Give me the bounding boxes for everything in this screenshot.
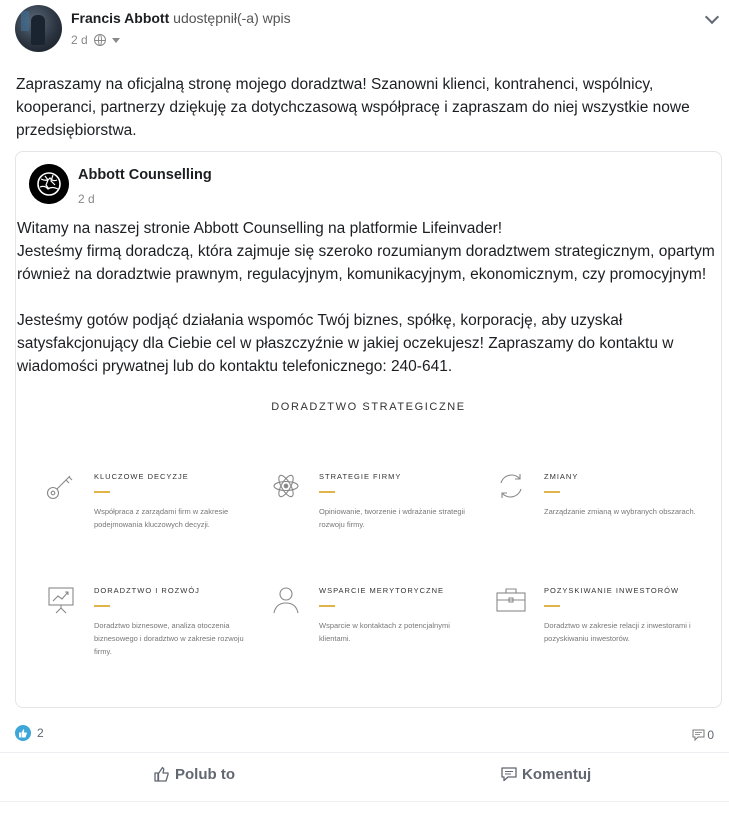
service-title: POZYSKIWANIE INWESTORÓW (544, 586, 680, 595)
like-button-label: Polub to (175, 765, 235, 783)
service-desc: Zarządzanie zmianą w wybranych obszarach. (544, 507, 696, 516)
service-accent-bar (544, 605, 560, 607)
service-desc: Doradztwo w zakresie relacji z inwestorami i pozyskiwaniu inwestorów. (544, 621, 691, 643)
service-title: KLUCZOWE DECYZJE (94, 472, 189, 481)
service-desc: Doradztwo biznesowe, analiza otoczenia biznesowego i doradztwo w zakresie rozwoju firmy. (94, 621, 244, 656)
service-item (494, 469, 714, 569)
caret-down-icon[interactable] (112, 38, 120, 43)
shared-post-time[interactable]: 2 d (78, 192, 95, 206)
chevron-down-icon[interactable] (705, 10, 719, 24)
post-meta (71, 33, 120, 47)
service-title: ZMIANY (544, 472, 579, 481)
service-item (44, 469, 264, 569)
page-name[interactable]: Abbott Counselling (78, 167, 212, 183)
refresh-icon (494, 469, 528, 503)
presentation-icon (44, 583, 78, 617)
globe-icon (94, 34, 106, 46)
service-item (44, 583, 264, 683)
person-icon (269, 583, 303, 617)
service-title: WSPARCIE MERYTORYCZNE (319, 586, 445, 595)
action-bar (0, 753, 729, 801)
post-text: Zapraszamy na oficjalną stronę mojego doradztwa! Szanowni klienci, kontrahenci, wspólnicy, kooperanci, partnerzy dziękuję za dotychczasową współpracę i zapraszam do niej wszystkie nowe przedsiębiorstwa. (16, 76, 690, 139)
service-accent-bar (544, 491, 560, 493)
comment-bubble-icon (500, 765, 518, 783)
service-desc: Współpraca z zarządami firm w zakresie podejmowania kluczowych decyzji. (94, 507, 229, 529)
service-item (269, 469, 489, 569)
service-accent-bar (94, 491, 110, 493)
comment-count: 0 (707, 728, 714, 742)
shared-post-text: Witamy na naszej stronie Abbott Counselling na platformie Lifeinvader! Jesteśmy firmą doradczą, która zajmuje się szeroko rozumianym doradztwem strategicznym, opartym również na doradztwie prawnym, regulacyjnym, komunikacyjnym, ekonomicznym, czy promocyjnym! Jesteśmy gotów podjąć działania wspomóc Twój biznes, spółkę, korporację, aby uzyskał satysfakcjonujący dla Ciebie cel w płaszczyźnie w jakiej oczekujesz! Zapraszamy do kontaktu w wiadomości prywatnej lub do kontaktu telefonicznego: 240-641. (17, 220, 715, 375)
comment-icon (692, 729, 705, 741)
comments-summary[interactable] (692, 728, 714, 742)
like-button[interactable] (153, 765, 235, 783)
infographic-title: DORADZTWO STRATEGICZNE (271, 401, 466, 413)
service-item (494, 583, 714, 683)
service-desc: Wsparcie w kontaktach z potencjalnymi klientami. (319, 621, 450, 643)
divider (0, 801, 729, 802)
key-icon (44, 469, 78, 503)
comment-button[interactable] (500, 765, 591, 783)
service-desc: Opiniowanie, tworzenie i wdrażanie strategii rozwoju firmy. (319, 507, 465, 529)
atom-icon (269, 469, 303, 503)
service-accent-bar (94, 605, 110, 607)
shared-post-card[interactable] (15, 151, 722, 708)
briefcase-icon (494, 583, 528, 617)
page-avatar[interactable] (29, 164, 69, 204)
service-item (269, 583, 489, 683)
author-name[interactable]: Francis Abbott (71, 10, 170, 26)
services-infographic (16, 392, 721, 692)
like-badge-icon (15, 725, 31, 741)
author-action: udostępnił(-a) wpis (173, 10, 291, 26)
thumbs-up-icon (153, 765, 171, 783)
reactions-summary[interactable] (15, 725, 44, 741)
post-header (15, 5, 729, 55)
author-line (71, 10, 291, 26)
service-accent-bar (319, 491, 335, 493)
service-accent-bar (319, 605, 335, 607)
comment-button-label: Komentuj (522, 765, 592, 783)
service-title: STRATEGIE FIRMY (319, 472, 402, 481)
like-count: 2 (37, 726, 44, 740)
author-avatar[interactable] (15, 5, 62, 52)
service-title: DORADZTWO I ROZWÓJ (94, 586, 200, 595)
post-time[interactable]: 2 d (71, 33, 88, 47)
